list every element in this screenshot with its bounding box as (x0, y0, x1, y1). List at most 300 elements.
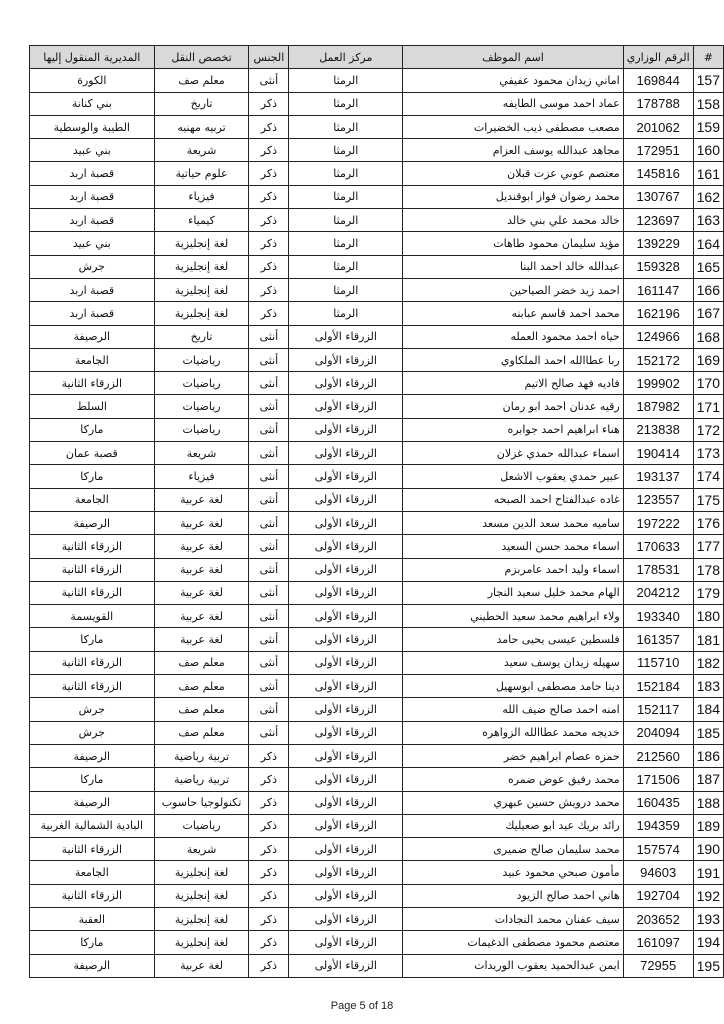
gender-cell: ذكر (249, 139, 289, 162)
table-row (30, 721, 724, 744)
gender-cell: ذكر (249, 185, 289, 208)
table-header-row (30, 46, 724, 69)
destination-directorate-cell: الزرقاء الثانية (30, 372, 155, 395)
specialization-cell: لغة عربية (154, 581, 249, 604)
work-center-cell: الزرقاء الأولى (289, 558, 403, 581)
table-row (30, 511, 724, 534)
specialization-cell: لغة عربية (154, 488, 249, 511)
specialization-cell: فيزياء (154, 185, 249, 208)
gender-cell: أنثى (249, 418, 289, 441)
ministry-id-cell: 199902 (623, 372, 693, 395)
row-number-cell: 195 (693, 954, 723, 977)
gender-cell: ذكر (249, 791, 289, 814)
table-row (30, 791, 724, 814)
gender-cell: ذكر (249, 162, 289, 185)
table-row (30, 768, 724, 791)
ministry-id-cell: 161357 (623, 628, 693, 651)
work-center-cell: الرمثا (289, 278, 403, 301)
employee-name-cell: معتصم محمود مصطفى الدغيمات (403, 931, 623, 954)
ministry-id-cell: 170633 (623, 535, 693, 558)
specialization-cell: رياضيات (154, 348, 249, 371)
gender-cell: ذكر (249, 907, 289, 930)
destination-directorate-cell: الرصيفة (30, 954, 155, 977)
table-row (30, 372, 724, 395)
table-row (30, 581, 724, 604)
ministry-id-cell: 204212 (623, 581, 693, 604)
employee-name-cell: محمد رضوان فواز ابوقنديل (403, 185, 623, 208)
destination-directorate-cell: ماركا (30, 628, 155, 651)
destination-directorate-cell: الزرقاء الثانية (30, 581, 155, 604)
row-number-cell: 163 (693, 209, 723, 232)
gender-cell: أنثى (249, 511, 289, 534)
ministry-id-cell: 152117 (623, 698, 693, 721)
gender-cell: ذكر (249, 861, 289, 884)
row-number-cell: 165 (693, 255, 723, 278)
gender-cell: ذكر (249, 744, 289, 767)
work-center-cell: الزرقاء الأولى (289, 581, 403, 604)
specialization-cell: لغة إنجليزية (154, 884, 249, 907)
employee-name-cell: عماد احمد موسى الطايفه (403, 92, 623, 115)
employee-name-cell: احمد زيد خضر الصياحين (403, 278, 623, 301)
row-number-cell: 192 (693, 884, 723, 907)
employee-name-cell: عبدالله خالد احمد البنا (403, 255, 623, 278)
ministry-id-cell: 145816 (623, 162, 693, 185)
specialization-cell: رياضيات (154, 814, 249, 837)
work-center-cell: الزرقاء الأولى (289, 675, 403, 698)
row-number-cell: 174 (693, 465, 723, 488)
table-row (30, 115, 724, 138)
ministry-id-cell: 193137 (623, 465, 693, 488)
work-center-cell: الرمثا (289, 232, 403, 255)
ministry-id-cell: 204094 (623, 721, 693, 744)
row-number-cell: 186 (693, 744, 723, 767)
work-center-cell: الرمثا (289, 209, 403, 232)
destination-directorate-cell: الرصيفة (30, 511, 155, 534)
transfer-table (29, 45, 724, 978)
specialization-cell: معلم صف (154, 651, 249, 674)
employee-name-cell: اسماء محمد حسن السعيد (403, 535, 623, 558)
employee-name-cell: مأمون صبحي محمود عبيد (403, 861, 623, 884)
work-center-cell: الزرقاء الأولى (289, 838, 403, 861)
specialization-cell: لغة عربية (154, 954, 249, 977)
ministry-id-cell: 178531 (623, 558, 693, 581)
gender-cell: ذكر (249, 814, 289, 837)
ministry-id-cell: 172951 (623, 139, 693, 162)
row-number-cell: 160 (693, 139, 723, 162)
row-number-cell: 183 (693, 675, 723, 698)
destination-directorate-cell: الطيبة والوسطية (30, 115, 155, 138)
row-number-cell: 181 (693, 628, 723, 651)
employee-name-cell: دينا حامد مصطفى ابوسهيل (403, 675, 623, 698)
table-row (30, 465, 724, 488)
specialization-cell: لغة إنجليزية (154, 278, 249, 301)
specialization-cell: لغة عربية (154, 511, 249, 534)
work-center-cell: الرمثا (289, 162, 403, 185)
gender-cell: أنثى (249, 69, 289, 92)
destination-directorate-cell: الرصيفة (30, 791, 155, 814)
ministry-id-cell: 194359 (623, 814, 693, 837)
ministry-id-cell: 161097 (623, 931, 693, 954)
ministry-id-cell: 171506 (623, 768, 693, 791)
row-number-cell: 167 (693, 302, 723, 325)
employee-name-cell: محمد رفيق عوض ضمره (403, 768, 623, 791)
table-row (30, 884, 724, 907)
employee-name-cell: محمد درويش حسين عبهري (403, 791, 623, 814)
work-center-cell: الزرقاء الأولى (289, 605, 403, 628)
header-gender: الجنس (249, 46, 289, 69)
destination-directorate-cell: ماركا (30, 768, 155, 791)
employee-name-cell: اماني زيدان محمود عفيفي (403, 69, 623, 92)
employee-name-cell: رقيه عدنان احمد ابو رمان (403, 395, 623, 418)
row-number-cell: 189 (693, 814, 723, 837)
row-number-cell: 157 (693, 69, 723, 92)
work-center-cell: الزرقاء الأولى (289, 768, 403, 791)
specialization-cell: لغة إنجليزية (154, 861, 249, 884)
specialization-cell: كيمياء (154, 209, 249, 232)
destination-directorate-cell: قصبة اربد (30, 209, 155, 232)
work-center-cell: الزرقاء الأولى (289, 954, 403, 977)
destination-directorate-cell: قصبة اربد (30, 162, 155, 185)
gender-cell: أنثى (249, 465, 289, 488)
ministry-id-cell: 169844 (623, 69, 693, 92)
work-center-cell: الزرقاء الأولى (289, 651, 403, 674)
gender-cell: ذكر (249, 838, 289, 861)
table-row (30, 442, 724, 465)
specialization-cell: معلم صف (154, 675, 249, 698)
gender-cell: أنثى (249, 395, 289, 418)
table-row (30, 861, 724, 884)
destination-directorate-cell: القويسمة (30, 605, 155, 628)
table-row (30, 185, 724, 208)
employee-name-cell: معتصم عوني عزت قبلان (403, 162, 623, 185)
destination-directorate-cell: الزرقاء الثانية (30, 558, 155, 581)
destination-directorate-cell: الرصيفة (30, 325, 155, 348)
row-number-cell: 176 (693, 511, 723, 534)
specialization-cell: شريعة (154, 838, 249, 861)
specialization-cell: تربيه مهنيه (154, 115, 249, 138)
destination-directorate-cell: الزرقاء الثانية (30, 651, 155, 674)
work-center-cell: الرمثا (289, 185, 403, 208)
table-row (30, 651, 724, 674)
work-center-cell: الزرقاء الأولى (289, 744, 403, 767)
specialization-cell: لغة عربية (154, 605, 249, 628)
destination-directorate-cell: الكورة (30, 69, 155, 92)
destination-directorate-cell: قصبة عمان (30, 442, 155, 465)
destination-directorate-cell: ماركا (30, 465, 155, 488)
ministry-id-cell: 115710 (623, 651, 693, 674)
destination-directorate-cell: جرش (30, 721, 155, 744)
gender-cell: ذكر (249, 931, 289, 954)
ministry-id-cell: 178788 (623, 92, 693, 115)
employee-name-cell: سيف عفنان محمد النجادات (403, 907, 623, 930)
table-row (30, 395, 724, 418)
specialization-cell: تربية رياضية (154, 744, 249, 767)
ministry-id-cell: 159328 (623, 255, 693, 278)
destination-directorate-cell: بني عبيد (30, 232, 155, 255)
ministry-id-cell: 190414 (623, 442, 693, 465)
destination-directorate-cell: قصبة اربد (30, 278, 155, 301)
employee-name-cell: غاده عبدالفتاح احمد الصبحه (403, 488, 623, 511)
work-center-cell: الزرقاء الأولى (289, 907, 403, 930)
table-row (30, 325, 724, 348)
ministry-id-cell: 201062 (623, 115, 693, 138)
employee-name-cell: خديجه محمد عطاالله الزواهره (403, 721, 623, 744)
destination-directorate-cell: الجامعة (30, 861, 155, 884)
specialization-cell: لغة إنجليزية (154, 232, 249, 255)
work-center-cell: الزرقاء الأولى (289, 442, 403, 465)
employee-name-cell: هاني احمد صالح الزيود (403, 884, 623, 907)
header-work-center: مركز العمل (289, 46, 403, 69)
destination-directorate-cell: جرش (30, 255, 155, 278)
table-row (30, 69, 724, 92)
destination-directorate-cell: قصبة اربد (30, 302, 155, 325)
table-row (30, 931, 724, 954)
work-center-cell: الزرقاء الأولى (289, 698, 403, 721)
employee-name-cell: حمزه عصام ابراهيم خضر (403, 744, 623, 767)
work-center-cell: الرمثا (289, 255, 403, 278)
specialization-cell: شريعة (154, 442, 249, 465)
row-number-cell: 185 (693, 721, 723, 744)
table-row (30, 907, 724, 930)
destination-directorate-cell: جرش (30, 698, 155, 721)
table-row (30, 675, 724, 698)
work-center-cell: الزرقاء الأولى (289, 931, 403, 954)
ministry-id-cell: 187982 (623, 395, 693, 418)
row-number-cell: 161 (693, 162, 723, 185)
work-center-cell: الزرقاء الأولى (289, 395, 403, 418)
employee-name-cell: فاديه فهد صالح الاتيم (403, 372, 623, 395)
employee-name-cell: هناء ابراهيم احمد جوابره (403, 418, 623, 441)
ministry-id-cell: 124966 (623, 325, 693, 348)
row-number-cell: 175 (693, 488, 723, 511)
table-row (30, 488, 724, 511)
ministry-id-cell: 152172 (623, 348, 693, 371)
employee-name-cell: مؤيد سليمان محمود طاهات (403, 232, 623, 255)
ministry-id-cell: 161147 (623, 278, 693, 301)
row-number-cell: 179 (693, 581, 723, 604)
specialization-cell: معلم صف (154, 721, 249, 744)
employee-name-cell: ربا عطاالله احمد الملكاوي (403, 348, 623, 371)
gender-cell: أنثى (249, 325, 289, 348)
specialization-cell: تاريخ (154, 325, 249, 348)
table-row (30, 628, 724, 651)
gender-cell: ذكر (249, 209, 289, 232)
table-row (30, 302, 724, 325)
work-center-cell: الزرقاء الأولى (289, 814, 403, 837)
employee-name-cell: ساميه محمد سعد الدين مسعد (403, 511, 623, 534)
row-number-cell: 184 (693, 698, 723, 721)
row-number-cell: 171 (693, 395, 723, 418)
table-row (30, 162, 724, 185)
specialization-cell: لغة عربية (154, 628, 249, 651)
gender-cell: أنثى (249, 558, 289, 581)
row-number-cell: 194 (693, 931, 723, 954)
table-row (30, 558, 724, 581)
ministry-id-cell: 160435 (623, 791, 693, 814)
row-number-cell: 178 (693, 558, 723, 581)
work-center-cell: الزرقاء الأولى (289, 465, 403, 488)
employee-name-cell: فلسطين عيسى يحيى حامد (403, 628, 623, 651)
row-number-cell: 164 (693, 232, 723, 255)
table-row (30, 232, 724, 255)
specialization-cell: رياضيات (154, 395, 249, 418)
gender-cell: أنثى (249, 442, 289, 465)
work-center-cell: الزرقاء الأولى (289, 348, 403, 371)
employee-name-cell: ولاء ابراهيم محمد سعيد الحطيني (403, 605, 623, 628)
row-number-cell: 177 (693, 535, 723, 558)
work-center-cell: الزرقاء الأولى (289, 511, 403, 534)
row-number-cell: 182 (693, 651, 723, 674)
gender-cell: ذكر (249, 255, 289, 278)
gender-cell: ذكر (249, 954, 289, 977)
gender-cell: أنثى (249, 535, 289, 558)
employee-name-cell: مجاهد عبدالله يوسف العزام (403, 139, 623, 162)
header-destination-directorate: المديرية المنقول إليها (30, 46, 155, 69)
destination-directorate-cell: البادية الشمالية الغربية (30, 814, 155, 837)
work-center-cell: الزرقاء الأولى (289, 535, 403, 558)
employee-name-cell: محمد احمد قاسم عبابنه (403, 302, 623, 325)
gender-cell: ذكر (249, 92, 289, 115)
work-center-cell: الرمثا (289, 69, 403, 92)
work-center-cell: الزرقاء الأولى (289, 325, 403, 348)
specialization-cell: علوم حياتية (154, 162, 249, 185)
work-center-cell: الرمثا (289, 115, 403, 138)
employee-name-cell: امنه احمد صالح ضيف الله (403, 698, 623, 721)
table-row (30, 278, 724, 301)
destination-directorate-cell: الجامعة (30, 348, 155, 371)
work-center-cell: الرمثا (289, 92, 403, 115)
specialization-cell: معلم صف (154, 69, 249, 92)
ministry-id-cell: 212560 (623, 744, 693, 767)
ministry-id-cell: 94603 (623, 861, 693, 884)
row-number-cell: 190 (693, 838, 723, 861)
employee-name-cell: محمد سليمان صالح ضميرى (403, 838, 623, 861)
ministry-id-cell: 152184 (623, 675, 693, 698)
header-num: # (693, 46, 723, 69)
work-center-cell: الزرقاء الأولى (289, 884, 403, 907)
destination-directorate-cell: الجامعة (30, 488, 155, 511)
ministry-id-cell: 157574 (623, 838, 693, 861)
work-center-cell: الرمثا (289, 302, 403, 325)
header-employee-name: اسم الموظف (403, 46, 623, 69)
destination-directorate-cell: ماركا (30, 418, 155, 441)
specialization-cell: رياضيات (154, 418, 249, 441)
table-row (30, 348, 724, 371)
row-number-cell: 180 (693, 605, 723, 628)
row-number-cell: 166 (693, 278, 723, 301)
specialization-cell: لغة إنجليزية (154, 255, 249, 278)
gender-cell: أنثى (249, 651, 289, 674)
row-number-cell: 191 (693, 861, 723, 884)
table-row (30, 209, 724, 232)
ministry-id-cell: 193340 (623, 605, 693, 628)
table-row (30, 139, 724, 162)
header-specialization: تخصص النقل (154, 46, 249, 69)
table-row (30, 698, 724, 721)
gender-cell: أنثى (249, 721, 289, 744)
destination-directorate-cell: الزرقاء الثانية (30, 838, 155, 861)
work-center-cell: الزرقاء الأولى (289, 861, 403, 884)
ministry-id-cell: 192704 (623, 884, 693, 907)
work-center-cell: الرمثا (289, 139, 403, 162)
ministry-id-cell: 139229 (623, 232, 693, 255)
employee-name-cell: ايمن عبدالحميد يعقوب الوريدات (403, 954, 623, 977)
row-number-cell: 170 (693, 372, 723, 395)
gender-cell: ذكر (249, 302, 289, 325)
header-ministry-id: الرقم الوزاري (623, 46, 693, 69)
table-row (30, 418, 724, 441)
ministry-id-cell: 130767 (623, 185, 693, 208)
specialization-cell: لغة إنجليزية (154, 907, 249, 930)
gender-cell: أنثى (249, 605, 289, 628)
gender-cell: أنثى (249, 372, 289, 395)
ministry-id-cell: 72955 (623, 954, 693, 977)
ministry-id-cell: 213838 (623, 418, 693, 441)
row-number-cell: 187 (693, 768, 723, 791)
table-row (30, 92, 724, 115)
work-center-cell: الزرقاء الأولى (289, 488, 403, 511)
gender-cell: ذكر (249, 278, 289, 301)
ministry-id-cell: 123697 (623, 209, 693, 232)
gender-cell: أنثى (249, 581, 289, 604)
work-center-cell: الزرقاء الأولى (289, 628, 403, 651)
destination-directorate-cell: الزرقاء الثانية (30, 675, 155, 698)
table-row (30, 605, 724, 628)
specialization-cell: تاريخ (154, 92, 249, 115)
work-center-cell: الزرقاء الأولى (289, 418, 403, 441)
gender-cell: أنثى (249, 698, 289, 721)
row-number-cell: 172 (693, 418, 723, 441)
employee-name-cell: خالد محمد علي بني خالد (403, 209, 623, 232)
row-number-cell: 169 (693, 348, 723, 371)
row-number-cell: 158 (693, 92, 723, 115)
ministry-id-cell: 197222 (623, 511, 693, 534)
gender-cell: أنثى (249, 488, 289, 511)
employee-name-cell: اسماء وليد احمد عامربزم (403, 558, 623, 581)
work-center-cell: الزرقاء الأولى (289, 372, 403, 395)
employee-name-cell: عبير حمدي يعقوب الاشعل (403, 465, 623, 488)
work-center-cell: الزرقاء الأولى (289, 791, 403, 814)
ministry-id-cell: 203652 (623, 907, 693, 930)
table-row (30, 954, 724, 977)
ministry-id-cell: 162196 (623, 302, 693, 325)
specialization-cell: لغة عربية (154, 558, 249, 581)
table-row (30, 255, 724, 278)
ministry-id-cell: 123557 (623, 488, 693, 511)
destination-directorate-cell: بني عبيد (30, 139, 155, 162)
specialization-cell: معلم صف (154, 698, 249, 721)
row-number-cell: 168 (693, 325, 723, 348)
gender-cell: أنثى (249, 628, 289, 651)
specialization-cell: لغة عربية (154, 535, 249, 558)
specialization-cell: رياضيات (154, 372, 249, 395)
employee-name-cell: اسماء عبدالله حمدي غزلان (403, 442, 623, 465)
gender-cell: ذكر (249, 768, 289, 791)
destination-directorate-cell: ماركا (30, 931, 155, 954)
specialization-cell: لغة إنجليزية (154, 931, 249, 954)
employee-name-cell: رائد بريك عيد ابو صعيليك (403, 814, 623, 837)
destination-directorate-cell: الزرقاء الثانية (30, 884, 155, 907)
destination-directorate-cell: الرصيفة (30, 744, 155, 767)
employee-name-cell: مصعب مصطفى ذيب الخضيرات (403, 115, 623, 138)
destination-directorate-cell: العقبة (30, 907, 155, 930)
row-number-cell: 173 (693, 442, 723, 465)
row-number-cell: 188 (693, 791, 723, 814)
table-row (30, 838, 724, 861)
row-number-cell: 193 (693, 907, 723, 930)
work-center-cell: الزرقاء الأولى (289, 721, 403, 744)
gender-cell: ذكر (249, 115, 289, 138)
